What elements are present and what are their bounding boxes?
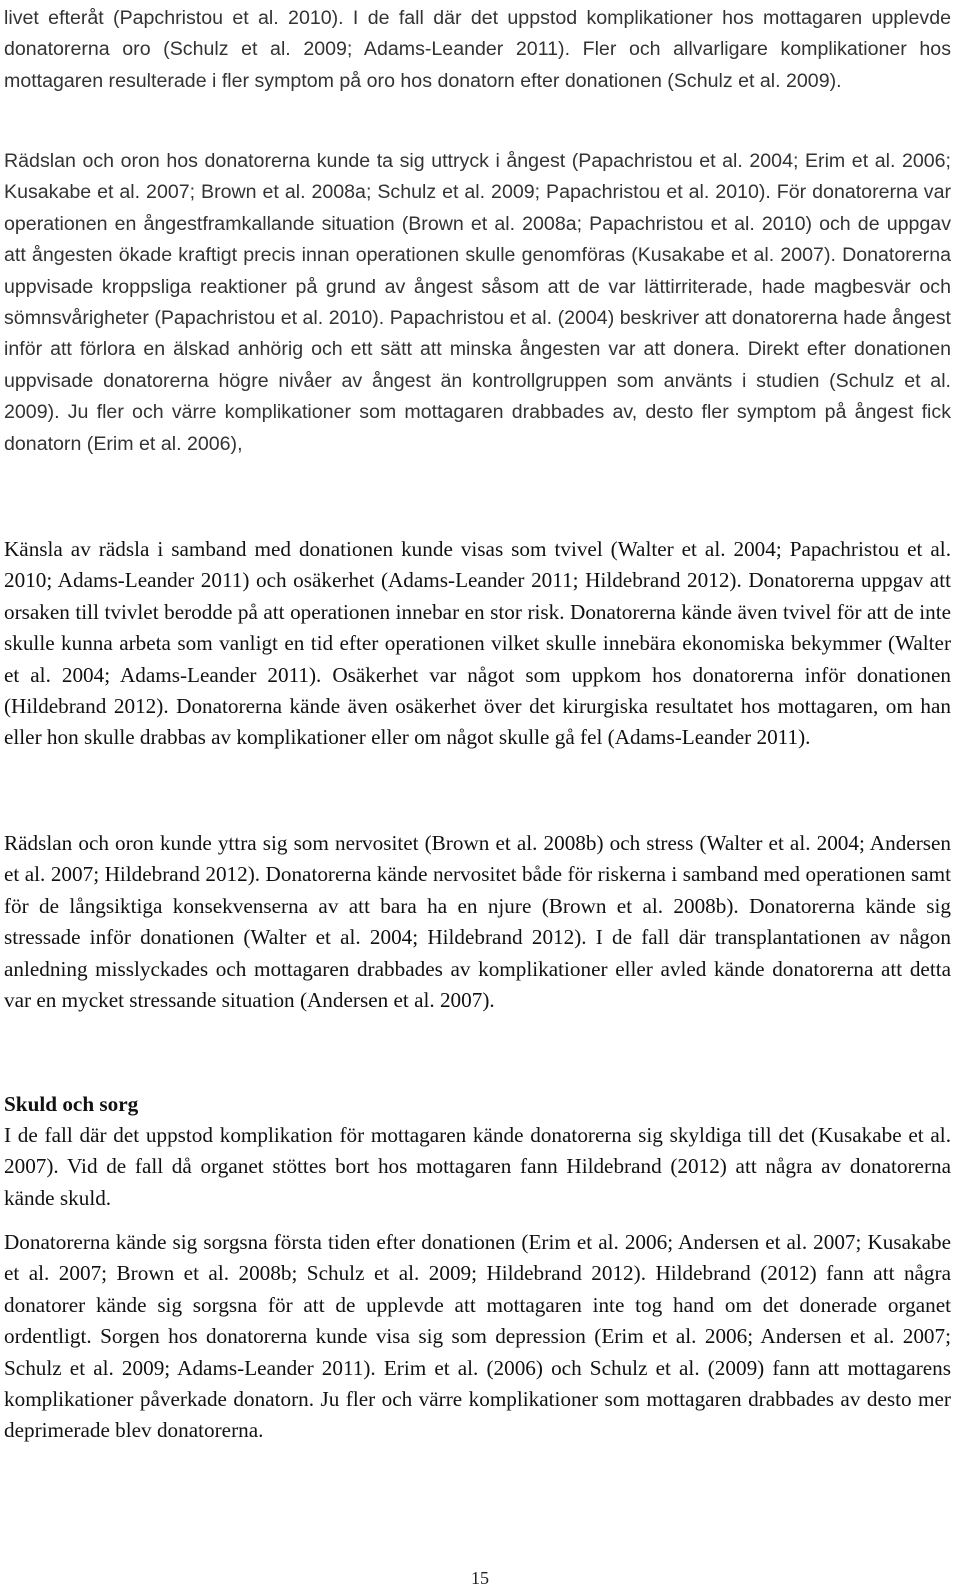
paragraph-guilt: I de fall där det uppstod komplikation för mottagaren kände donatorerna sig skyldiga till det (Kusakabe et al. 2007). Vid de fall då organet stöttes bort hos mottagaren fann Hildebrand (2012) att några av donatorerna kände skuld.: [4, 1123, 951, 1210]
page-number: 15: [471, 1568, 489, 1588]
section-heading-guilt-grief: Skuld och sorg: [4, 1092, 139, 1116]
paragraph-anxiety: Rädslan och oron hos donatorerna kunde ta sig uttryck i ångest (Papachristou et al. 2004; Erim et al. 2006; Kusakabe et al. 2007; Brown et al. 2008a; Schulz et al. 2009; Papachristou et al. 2010). För donatorerna var operationen en ångestframkallande situation (Brown et al. 2008a; Papachristou et al. 2010) och de uppgav att ångesten ökade kraftigt precis innan operationen skulle genomföras (Kusakabe et al. 2007). Donatorerna uppvisade kroppsliga reaktioner på grund av ångest såsom att de var lättirriterade, hade magbesvär och sömnsvårigheter (Papachristou et al. 2010). Papachristou et al. (2004) beskriver att donatorerna hade ångest inför att förlora en älskad anhörig och ett sätt att minska ångesten var att donera. Direkt efter donationen uppvisade donatorerna högre nivåer av ångest än kontrollgruppen som använts i studien (Schulz et al. 2009). Ju fler och värre komplikationer som mottagaren drabbades av, desto fler symptom på ångest fick donatorn (Erim et al. 2006),: [4, 150, 951, 455]
paragraph-grief: Donatorerna kände sig sorgsna första tiden efter donationen (Erim et al. 2006; Andersen et al. 2007; Kusakabe et al. 2007; Brown et al. 2008b; Schulz et al. 2009; Hildebrand 2012). Hildebrand (2012) fann att några donatorer kände sig sorgsna för att de upplevde att mottagaren inte tog hand om det donerade organet ordentligt. Sorgen hos donatorerna kunde visa sig som depression (Erim et al. 2006; Andersen et al. 2007; Schulz et al. 2009; Adams-Leander 2011). Erim et al. (2006) och Schulz et al. (2009) fann att mottagarens komplikationer påverkade donatorn. Ju fler och värre komplikationer som mottagaren drabbades av desto mer deprimerade blev donatorerna.: [4, 1230, 951, 1443]
paragraph-nervousness-stress: Rädslan och oron kunde yttra sig som nervositet (Brown et al. 2008b) och stress (Walter et al. 2004; Andersen et al. 2007; Hildebrand 2012). Donatorerna kände nervositet både för riskerna i samband med operationen samt för de långsiktiga konsekvenserna av att bara ha en njure (Brown et al. 2008b). Donatorerna kände sig stressade inför donationen (Walter et al. 2004; Hildebrand 2012). I de fall där transplantationen av någon anledning misslyckades och mottagaren drabbades av komplikationer eller avled kände donatorerna att detta var en mycket stressande situation (Andersen et al. 2007).: [4, 831, 951, 1013]
paragraph-doubt-uncertainty: Känsla av rädsla i samband med donationen kunde visas som tvivel (Walter et al. 2004; Papachristou et al. 2010; Adams-Leander 2011) och osäkerhet (Adams-Leander 2011; Hildebrand 2012). Donatorerna uppgav att orsaken till tvivlet berodde på att operationen innebar en stor risk. Donatorerna kände även tvivel för att de inte skulle kunna arbeta som vanligt en tid efter operationen vilket skulle innebära ekonomiska bekymmer (Walter et al. 2004; Adams-Leander 2011). Osäkerhet var något som uppkom hos donatorerna inför donationen (Hildebrand 2012). Donatorerna kände även osäkerhet över det kirurgiska resultatet hos mottagaren, om han eller hon skulle drabbas av komplikationer eller om något skulle gå fel (Adams-Leander 2011).: [4, 537, 951, 750]
paragraph-worry-continued: livet efteråt (Papchristou et al. 2010). I de fall där det uppstod komplikationer hos mottagaren upplevde donatorerna oro (Schulz et al. 2009; Adams-Leander 2011). Fler och allvarligare komplikationer hos mottagaren resulterade i fler symptom på oro hos donatorn efter donationen (Schulz et al. 2009).: [4, 7, 951, 92]
